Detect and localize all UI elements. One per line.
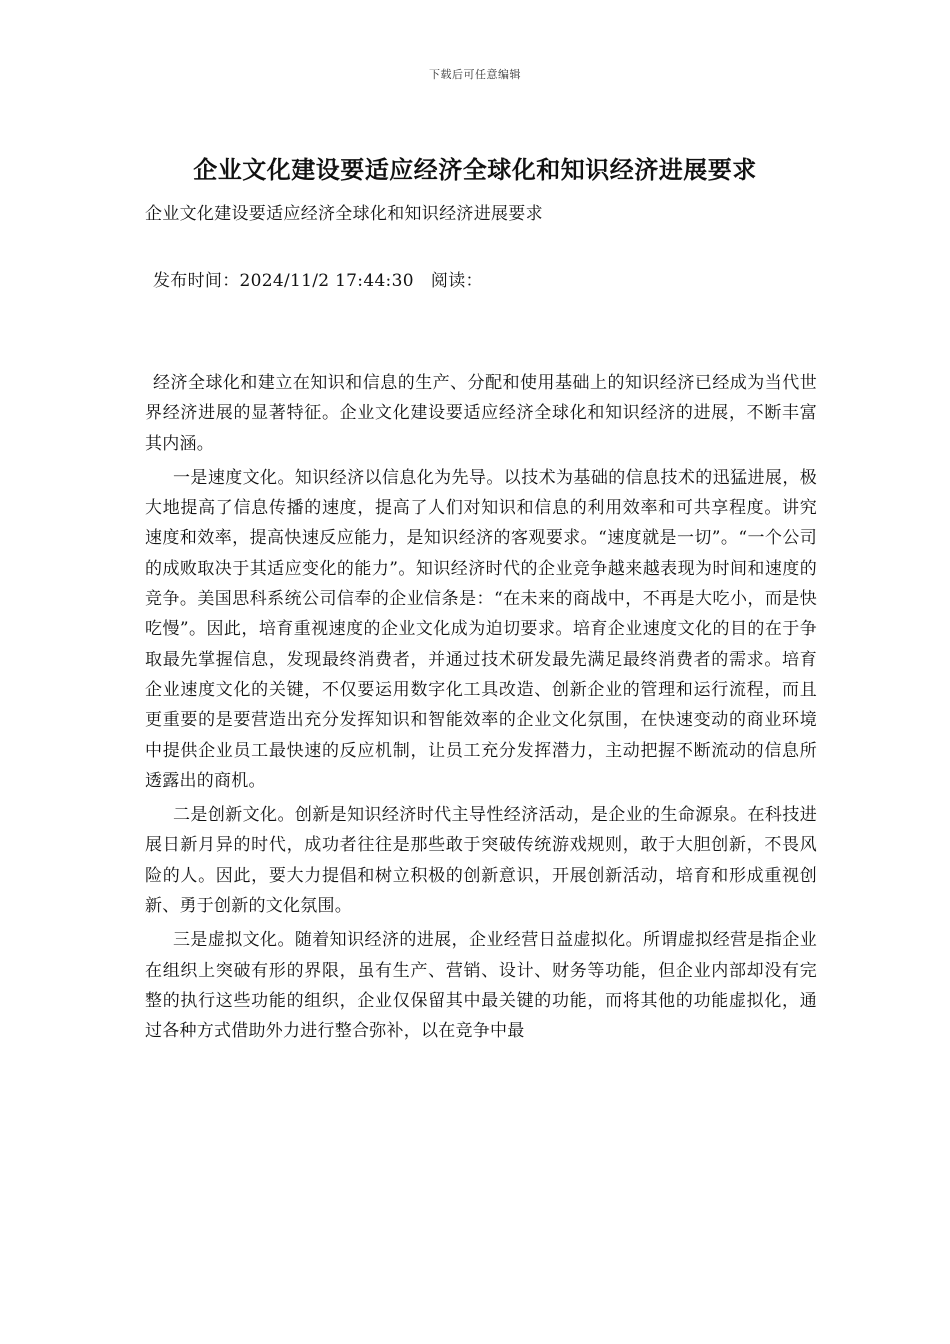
paragraph-innovation-culture: 二是创新文化。创新是知识经济时代主导性经济活动，是企业的生命源泉。在科技进展日新月异的时代，成功者往往是那些敢于突破传统游戏规则，敢于大胆创新，不畏风险的人。因此，要大力提倡和树立积极的创新意识，开展创新活动，培育和形成重视创新、勇于创新的文化氛围。 <box>145 805 817 917</box>
paragraph-intro: 经济全球化和建立在知识和信息的生产、分配和使用基础上的知识经济已经成为当代世界经济进展的显著特征。企业文化建设要适应经济全球化和知识经济的进展，不断丰富其内涵。 <box>145 373 817 454</box>
publish-info: 发布时间：2024/11/2 17:44:30 阅读： <box>153 271 483 291</box>
header-note: 下载后可任意编辑 <box>429 68 521 81</box>
paragraph-virtual-culture: 三是虚拟文化。随着知识经济的进展，企业经营日益虚拟化。所谓虚拟经营是指企业在组织上突破有形的界限，虽有生产、营销、设计、财务等功能，但企业内部却没有完整的执行这些功能的组织，企业仅保留其中最关键的功能，而将其他的功能虚拟化，通过各种方式借助外力进行整合弥补，以在竞争中最 <box>145 930 817 1042</box>
article-title: 企业文化建设要适应经济全球化和知识经济进展要求 <box>193 155 757 184</box>
article-subtitle: 企业文化建设要适应经济全球化和知识经济进展要求 <box>145 204 543 224</box>
paragraph-speed-culture: 一是速度文化。知识经济以信息化为先导。以技术为基础的信息技术的迅猛进展，极大地提高了信息传播的速度，提高了人们对知识和信息的利用效率和可共享程度。讲究速度和效率，提高快速反应能力，是知识经济的客观要求。“速度就是一切”。“一个公司的成败取决于其适应变化的能力”。知识经济时代的企业竞争越来越表现为时间和速度的竞争。美国思科系统公司信奉的企业信条是：“在未来的商战中，不再是大吃小，而是快吃慢”。因此，培育重视速度的企业文化成为迫切要求。培育企业速度文化的目的在于争取最先掌握信息，发现最终消费者，并通过技术研发最先满足最终消费者的需求。培育企业速度文化的关键，不仅要运用数字化工具改造、创新企业的管理和运行流程，而且更重要的是要营造出充分发挥知识和智能效率的企业文化氛围，在快速变动的商业环境中提供企业员工最快速的反应机制，让员工充分发挥潜力，主动把握不断流动的信息所透露出的商机。 <box>145 467 817 791</box>
article-body <box>145 368 817 1051</box>
